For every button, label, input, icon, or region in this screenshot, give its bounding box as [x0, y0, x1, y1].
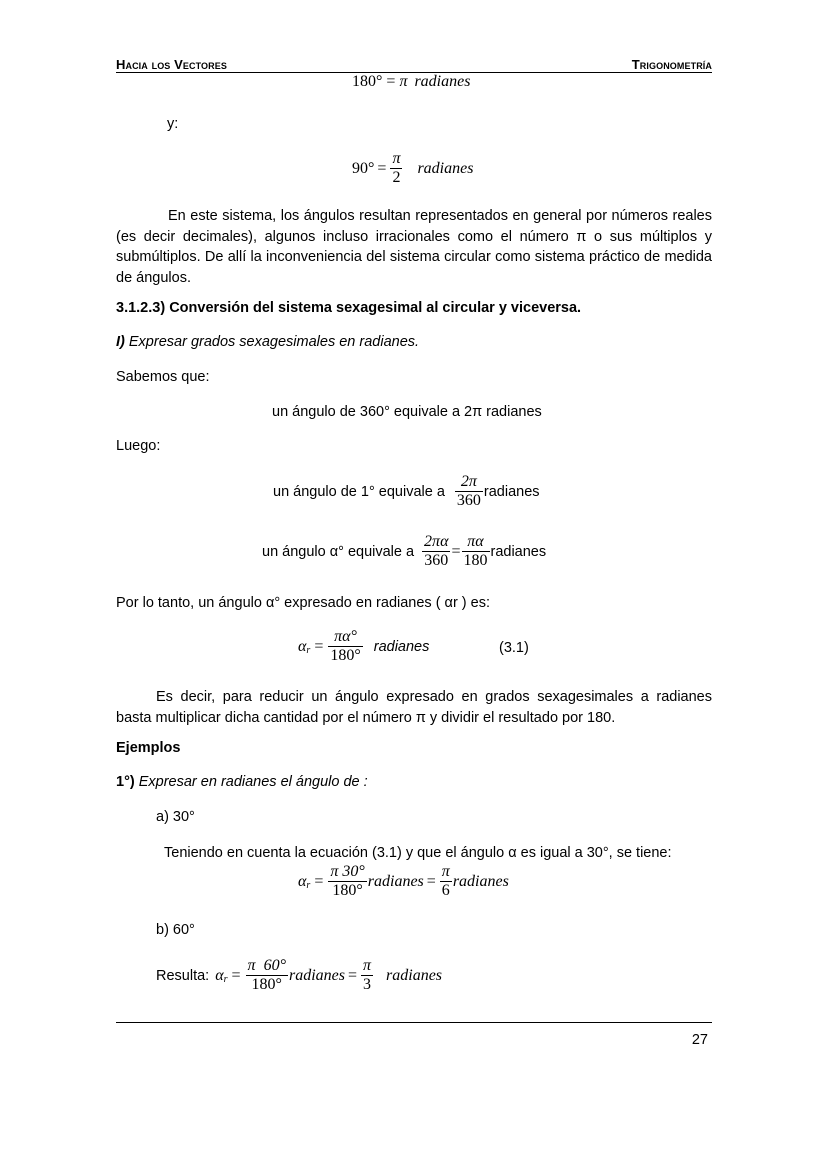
eq-1deg-num: 2π — [460, 473, 477, 490]
ejemplo-1 — [116, 774, 368, 790]
eq-31-fraction — [328, 628, 362, 665]
ejemplos-heading: Ejemplos — [116, 740, 181, 756]
eq-60-unit-2: radianes — [386, 966, 443, 984]
subheading-text: Expresar grados sexagesimales en radianes. — [128, 334, 420, 350]
eq-90-den: 2 — [390, 168, 402, 187]
equation-60 — [156, 957, 442, 994]
eq-alpha-num1: 2πα — [424, 533, 449, 550]
eq-31-den: 180° — [330, 647, 361, 664]
eq-60-equals: = — [231, 966, 241, 984]
footer-rule — [116, 1022, 712, 1023]
ejemplo-1-text: Expresar en radianes el ángulo de : — [138, 774, 368, 790]
eq-alpha-text: un ángulo α° equivale a — [262, 543, 415, 560]
eq-alpha-den2: 180 — [463, 552, 488, 569]
eq-60-num: π 60° — [247, 957, 286, 974]
line-360: un ángulo de 360° equivale a 2π radianes — [272, 404, 542, 420]
eq-30-alpha: α — [298, 872, 307, 890]
eq-90-num: π — [392, 150, 401, 167]
luego-text: Luego: — [116, 438, 161, 454]
page-number: 27 — [691, 1032, 708, 1048]
eq-alpha-fraction-2 — [462, 533, 490, 570]
equation-90 — [352, 150, 473, 187]
eq-1deg-fraction — [455, 473, 483, 510]
eq-1deg-unit: radianes — [483, 483, 540, 500]
subheading — [116, 334, 419, 350]
sabemos-text: Sabemos que: — [116, 369, 210, 385]
equation-label-3-1: (3.1) — [499, 640, 529, 656]
eq-31-sub: r — [306, 645, 311, 656]
eq-180-lhs: 180° — [352, 73, 383, 90]
eq-30-den2: 6 — [440, 881, 452, 900]
eq-180-pi: π — [399, 73, 408, 90]
eq-alpha-equals: = — [451, 542, 461, 560]
eq-31-equals: = — [314, 637, 324, 655]
item-a: a) 30° — [156, 809, 195, 825]
eq-30-num2: π — [441, 863, 450, 880]
subheading-label: I) — [116, 334, 125, 350]
equation-3-1 — [298, 628, 429, 665]
eq-30-fraction-2 — [440, 863, 452, 900]
eq-60-fraction — [246, 957, 288, 994]
ejemplo-1-label: 1°) — [116, 774, 135, 790]
eq-30-den: 180° — [328, 881, 366, 900]
header-right: Trigonometría — [631, 57, 712, 72]
eq-31-unit: radianes — [373, 638, 430, 655]
eq-60-sub: r — [223, 974, 228, 985]
eq-90-equals: = — [377, 159, 387, 177]
eq-alpha-den1: 360 — [422, 551, 450, 570]
eq-1deg-den: 360 — [456, 492, 481, 509]
eq-alpha-unit: radianes — [490, 543, 547, 560]
equation-alpha — [262, 533, 546, 570]
eq-60-num2: π — [363, 957, 372, 974]
equation-30 — [298, 863, 509, 900]
eq-30-unit-2: radianes — [452, 872, 509, 890]
eq-30-num: π 30° — [330, 863, 365, 880]
eq-1deg-text: un ángulo de 1° equivale a — [273, 483, 445, 500]
eq-30-equals-2: = — [426, 872, 436, 890]
eq-30-unit: radianes — [367, 872, 424, 890]
eq-60-fraction-2 — [361, 957, 373, 994]
eq-60-unit: radianes — [288, 966, 345, 984]
equation-180 — [352, 73, 470, 91]
eq-180-unit: radianes — [414, 73, 471, 90]
equation-1deg — [273, 473, 540, 510]
por-lo-tanto-text: Por lo tanto, un ángulo α° expresado en radianes ( αr ) es: — [116, 595, 490, 611]
eq-90-lhs: 90° — [352, 159, 375, 177]
y-text: y: — [167, 116, 179, 132]
section-heading: 3.1.2.3) Conversión del sistema sexagesimal al circular y viceversa. — [116, 300, 582, 316]
header-left: Hacia los Vectores — [116, 57, 227, 72]
teniendo-text: Teniendo en cuenta la ecuación (3.1) y que el ángulo α es igual a 30°, se tiene: — [164, 845, 672, 861]
paragraph-1: En este sistema, los ángulos resultan representados en general por números reales (es decir decimales), algunos incluso irracionales como el número π o sus múltiplos y submúltiplos. De allí la inconveniencia del sistema circular como sistema práctico de medida de ángulos. — [116, 208, 712, 286]
eq-60-equals-2: = — [347, 966, 357, 984]
eq-60-den: 180° — [246, 975, 288, 994]
eq-90-unit: radianes — [417, 159, 474, 177]
eq-180-equals: = — [386, 73, 396, 90]
eq-alpha-fraction-1 — [422, 533, 450, 570]
eq-90-fraction — [390, 150, 402, 187]
eq-60-den2: 3 — [361, 975, 373, 994]
eq-60-prefix: Resulta: — [156, 967, 210, 984]
eq-30-sub: r — [306, 880, 311, 891]
item-b: b) 60° — [156, 922, 195, 938]
eq-alpha-num2: πα — [467, 533, 484, 550]
eq-30-fraction — [328, 863, 366, 900]
eq-31-alpha: α — [298, 637, 307, 655]
eq-31-num: πα° — [334, 628, 357, 645]
paragraph-2: Es decir, para reducir un ángulo expresado en grados sexagesimales a radianes basta multiplicar dicha cantidad por el número π y dividir el resultado por 180. — [116, 689, 712, 726]
eq-30-equals: = — [314, 872, 324, 890]
eq-60-alpha: α — [215, 966, 224, 984]
